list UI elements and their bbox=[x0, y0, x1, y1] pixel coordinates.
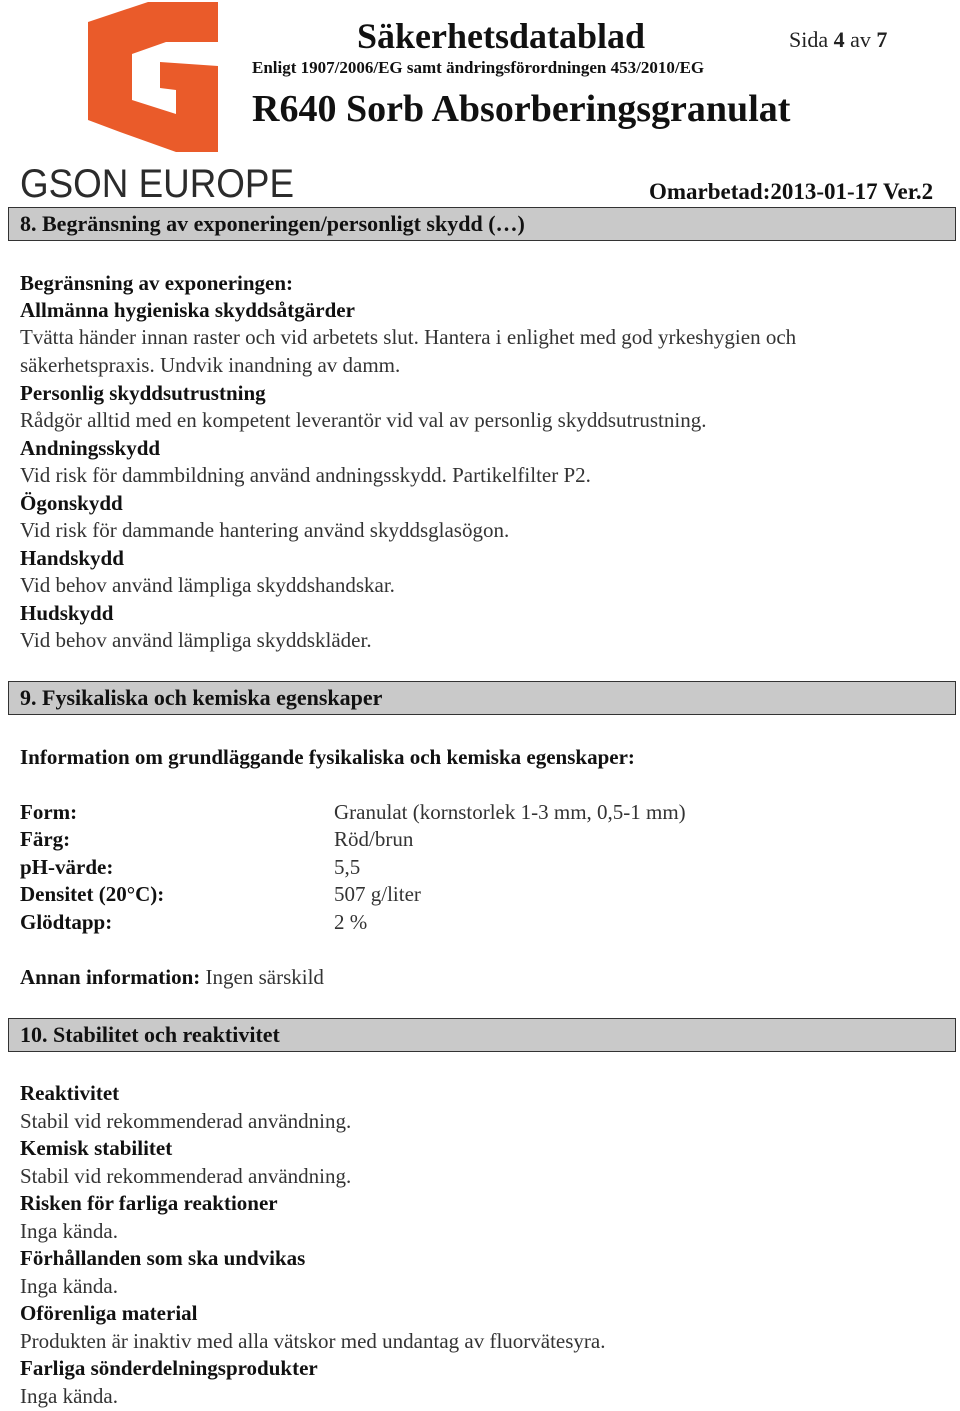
hazardous-reactions-text: Inga kända. bbox=[20, 1219, 118, 1243]
respiratory-text: Vid risk för dammbildning använd andningsskydd. Partikelfilter P2. bbox=[20, 463, 591, 487]
conditions-to-avoid-title: Förhållanden som ska undvikas bbox=[20, 1246, 306, 1270]
ppe-text: Rådgör alltid med en kompetent leverantör vid val av personlig skyddsutrustning. bbox=[20, 408, 707, 432]
section-9-heading: 9. Fysikaliska och kemiska egenskaper bbox=[20, 685, 383, 710]
other-info-label: Annan information: bbox=[20, 965, 201, 989]
respiratory-title: Andningsskydd bbox=[20, 436, 161, 460]
page-of: av bbox=[850, 27, 871, 52]
property-label: Färg: bbox=[20, 827, 71, 851]
document-title: Säkerhetsdatablad bbox=[357, 16, 646, 56]
page-number bbox=[789, 26, 887, 54]
page-current: 4 bbox=[833, 27, 845, 52]
property-label: pH-värde: bbox=[20, 855, 114, 879]
logo-wordmark: GSON EUROPE bbox=[20, 162, 295, 206]
section-10-bar bbox=[8, 1018, 956, 1052]
property-value: Röd/brun bbox=[334, 827, 414, 851]
decomposition-products-text: Inga kända. bbox=[20, 1384, 118, 1408]
section-8-bar bbox=[8, 207, 956, 241]
hand-text: Vid behov använd lämpliga skyddshandskar. bbox=[20, 573, 395, 597]
company-logo-icon bbox=[80, 2, 220, 152]
product-name: R640 Sorb Absorberingsgranulat bbox=[252, 88, 791, 130]
skin-title: Hudskydd bbox=[20, 601, 114, 625]
property-value: Granulat (kornstorlek 1-3 mm, 0,5-1 mm) bbox=[334, 800, 686, 824]
section-10-heading: 10. Stabilitet och reaktivitet bbox=[20, 1022, 280, 1047]
property-label: Densitet (20°C): bbox=[20, 882, 165, 906]
property-value: 507 g/liter bbox=[334, 882, 421, 906]
ppe-title: Personlig skyddsutrustning bbox=[20, 381, 266, 405]
section-9-bar bbox=[8, 681, 956, 715]
exposure-title: Begränsning av exponeringen: bbox=[20, 271, 294, 295]
eye-title: Ögonskydd bbox=[20, 491, 123, 515]
property-label: Glödtapp: bbox=[20, 910, 113, 934]
hand-title: Handskydd bbox=[20, 546, 124, 570]
hygiene-text-line1: Tvätta händer innan raster och vid arbetets slut. Hantera i enlighet med god yrkeshygien och bbox=[20, 325, 797, 349]
revision-date: Omarbetad:2013-01-17 Ver.2 bbox=[649, 179, 934, 204]
chemical-stability-text: Stabil vid rekommenderad användning. bbox=[20, 1164, 352, 1188]
eye-text: Vid risk för dammande hantering använd skyddsglasögon. bbox=[20, 518, 510, 542]
chemical-stability-title: Kemisk stabilitet bbox=[20, 1136, 173, 1160]
hygiene-text-line2: säkerhetspraxis. Undvik inandning av damm. bbox=[20, 353, 401, 377]
property-value: 5,5 bbox=[334, 855, 361, 879]
incompatible-materials-text: Produkten är inaktiv med alla vätskor med undantag av fluorvätesyra. bbox=[20, 1329, 606, 1353]
regulation-text: Enligt 1907/2006/EG samt ändringsförordningen 453/2010/EG bbox=[252, 58, 705, 77]
decomposition-products-title: Farliga sönderdelningsprodukter bbox=[20, 1356, 318, 1380]
hygiene-title: Allmänna hygieniska skyddsåtgärder bbox=[20, 298, 355, 322]
reactivity-text: Stabil vid rekommenderad användning. bbox=[20, 1109, 352, 1133]
reactivity-title: Reaktivitet bbox=[20, 1081, 120, 1105]
conditions-to-avoid-text: Inga kända. bbox=[20, 1274, 118, 1298]
page-word: Sida bbox=[789, 27, 829, 52]
other-information bbox=[20, 964, 324, 991]
incompatible-materials-title: Oförenliga material bbox=[20, 1301, 198, 1325]
properties-info-title: Information om grundläggande fysikaliska och kemiska egenskaper: bbox=[20, 745, 635, 769]
section-8-heading: 8. Begränsning av exponeringen/personligt skydd (…) bbox=[20, 211, 525, 236]
property-value: 2 % bbox=[334, 910, 368, 934]
skin-text: Vid behov använd lämpliga skyddskläder. bbox=[20, 628, 372, 652]
other-info-value: Ingen särskild bbox=[205, 965, 324, 989]
page-total: 7 bbox=[876, 27, 888, 52]
property-label: Form: bbox=[20, 800, 78, 824]
hazardous-reactions-title: Risken för farliga reaktioner bbox=[20, 1191, 278, 1215]
